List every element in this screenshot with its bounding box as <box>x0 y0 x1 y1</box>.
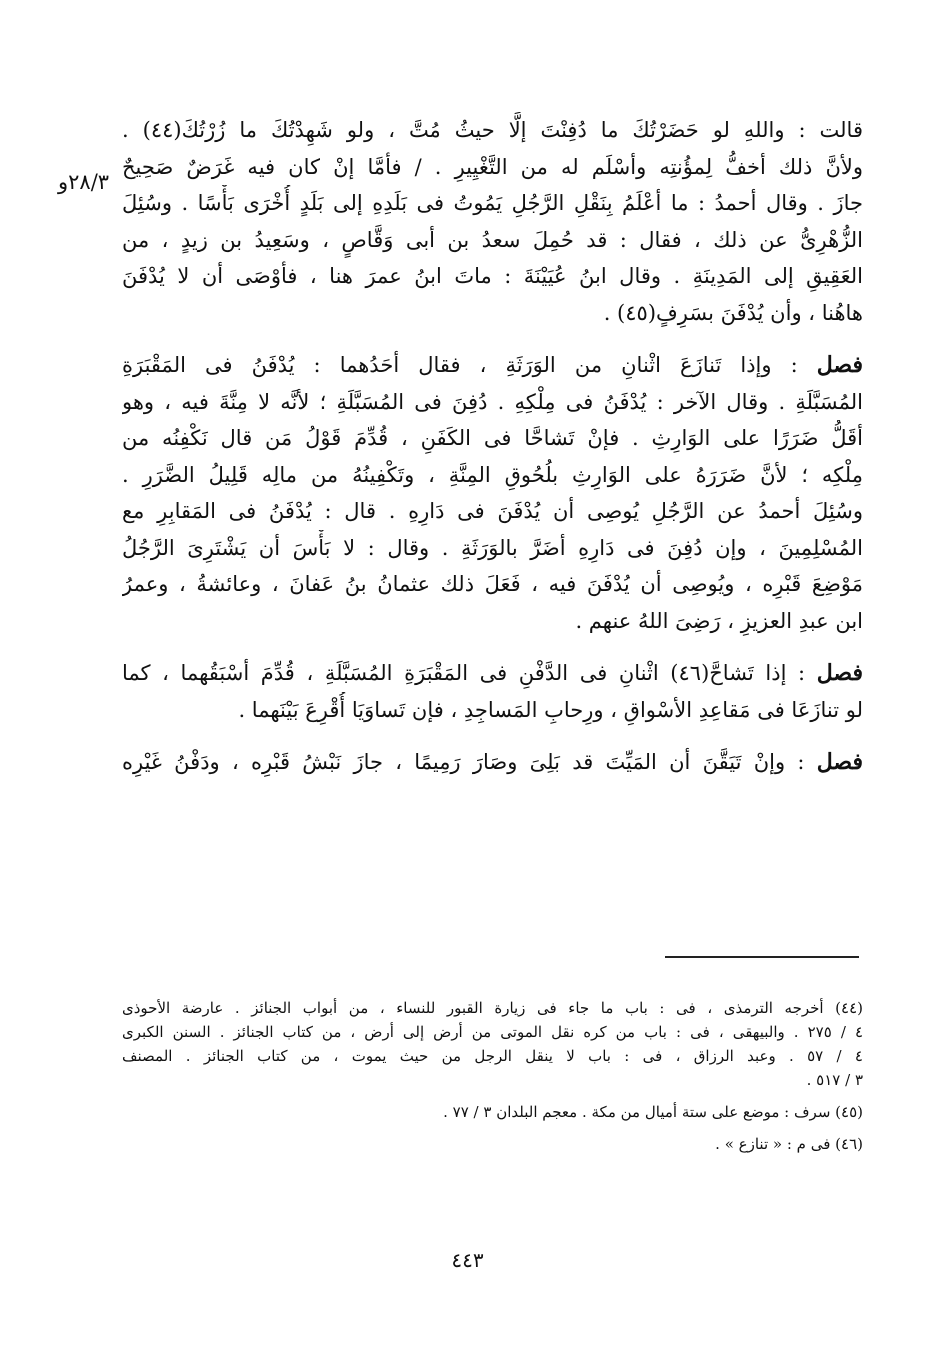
text-line: هاهُنا ، وأن يُدْفَنَ بسَرِفٍ(٤٥) . <box>603 300 863 325</box>
text-line <box>122 347 863 384</box>
text-line: أقَلُّ ضَرَرًا على الوَارِثِ . فإنْ تَشاحَّا فى الكَفَنِ ، قُدِّمَ قَوْلُ مَن قال نَكْفِنُه من <box>122 426 863 450</box>
footnote-separator <box>665 956 859 958</box>
text-line: الزُّهْرِىُّ عن ذلك ، فقال : قد حُمِلَ سعدُ بن أبى وَقَّاصٍ ، وسَعِيدُ بن زيدٍ ، من <box>122 227 863 252</box>
text-line: جازَ . وقال أحمدُ : ما أعْلَمُ بِنَقْلِ الرَّجُلِ يَمُوتُ فى بَلَدِهِ إلى بَلَدٍ أُخْرَى بَأْسًا . وسُئِلَ <box>122 191 863 215</box>
footnote-line: ٤ / ٢٧٥ . والبيهقى ، فى : باب من كره نقل الموتى من أرض إلى أرض ، من كتاب الجنائز . السنن الكبرى <box>122 1023 863 1041</box>
text-line: العَقِيقِ إلى المَدِينَةِ . وقال ابنُ عُيَيْنَةَ : ماتَ ابنُ عمرَ هنا ، فأوْصَى أن لا يُدْفَنَ <box>122 264 863 288</box>
section-label: فصل <box>816 660 863 686</box>
margin-folio-reference: ٢٨/٣و <box>58 170 110 194</box>
text-line: ولأنَّ ذلك أخفُّ لِمؤُنتِه وأسْلَم له من التَّغْيِيرِ . / فأمَّا إنْ كان فيه غَرَضٌ صَحِيحٌ <box>122 154 863 179</box>
footnote-line: (٤٥) سرف : موضع على ستة أميال من مكة . معجم البلدان ٣ / ٧٧ . <box>443 1103 863 1121</box>
paragraph-continuation <box>122 112 863 331</box>
footnote-line: ٣ / ٥١٧ . <box>806 1071 863 1089</box>
text-line: المُسَبَّلَةِ . وقال الآخر : يُدْفَنُ فى مِلْكِهِ . دُفِنَ فى المُسَبَّلَةِ ؛ لأنَّه لا مِنَّةَ فيه ، وهو <box>122 389 863 414</box>
footnote-line: (٤٦) فى م : « تنازع » . <box>715 1135 863 1153</box>
text-line <box>122 655 863 692</box>
footnote-46 <box>122 1132 863 1156</box>
text-line: مِلْكِه ؛ لأنَّ ضَرَرَهُ على الوَارِثِ بلُحُوقِ المِنَّةِ ، وتَكْفِينُهُ من مالِه قَلِيلُ الضَّرَرِ . <box>122 462 863 487</box>
footnote-line: (٤٤) أخرجه الترمذى ، فى : باب ما جاء فى زيارة القبور للنساء ، من أبواب الجنائز . عارضة الأحوذى <box>122 999 863 1017</box>
footnote-line: ٤ / ٥٧ . وعبد الرزاق ، فى : باب لا ينقل الرجل من حيث يموت ، من كتاب الجنائز . المصنف <box>122 1047 863 1065</box>
text-line: لو تنازَعَا فى مَقاعِدِ الأسْواقِ ، ورِحابِ المَساجِدِ ، فإن تَساوَيَا أُقْرِعَ بَيْنَهما . <box>238 697 863 722</box>
text-span: : وإنْ تَيَقَّنَ أن المَيِّتَ قد بَلِىَ وصَارَ رَمِيمًا ، جازَ نَبْشُ قَبْرِه ، ودَفْنُ غَيْرِه <box>122 750 817 774</box>
paragraph-fasl-precedence <box>122 655 863 728</box>
text-span: : إذا تَشاحَّ(٤٦) اثْنانِ فى الدَّفْنِ فى المَقْبَرَةِ المُسَبَّلَةِ ، قُدِّمَ أسْبَقُهما ، كما <box>122 661 817 685</box>
text-line: قالت : واللهِ لو حَضَرْتُكَ ما دُفِنْتَ إلَّا حيثُ مُتَّ ، ولو شَهِدْتُكَ ما زُرْتُكَ(٤٤) . <box>122 118 863 142</box>
text-line <box>122 744 863 781</box>
footnotes <box>122 996 863 1156</box>
text-line: مَوْضِعَ قَبْرِه ، ويُوصِى أن يُدْفَنَ فيه ، فَعَلَ ذلك عثمانُ بنُ عَفانَ ، وعائشةُ ، وعمرُ <box>122 572 863 596</box>
page-number: ٤٤٣ <box>451 1248 484 1272</box>
text-span: : وإذا تَنازَعَ اثْنانِ من الوَرَثَةِ ، فقال أحَدُهما : يُدْفَنُ فى المَقْبَرَةِ <box>122 353 817 377</box>
text-line: ابن عبدِ العزيزِ ، رَضِىَ اللهُ عنهم . <box>575 608 863 633</box>
text-line: وسُئِلَ أحمدُ عن الرَّجُلِ يُوصِى أن يُدْفَنَ فى دَارِهِ . قال : يُدْفَنُ فى المَقابِرِ مع <box>122 499 863 523</box>
paragraph-fasl-exhumation <box>122 744 863 781</box>
footnote-45 <box>122 1100 863 1124</box>
section-label: فصل <box>816 352 863 378</box>
section-label: فصل <box>816 749 863 775</box>
text-line: المُسْلِمِينَ ، وإن دُفِنَ فى دَارِهِ أضَرَّ بالوَرَثَةِ . وقال : لا بَأْسَ أن يَشْتَرِىَ الرَّجُلُ <box>122 535 863 560</box>
main-text <box>122 112 863 781</box>
paragraph-fasl-inheritors <box>122 347 863 639</box>
footnote-44 <box>122 996 863 1092</box>
